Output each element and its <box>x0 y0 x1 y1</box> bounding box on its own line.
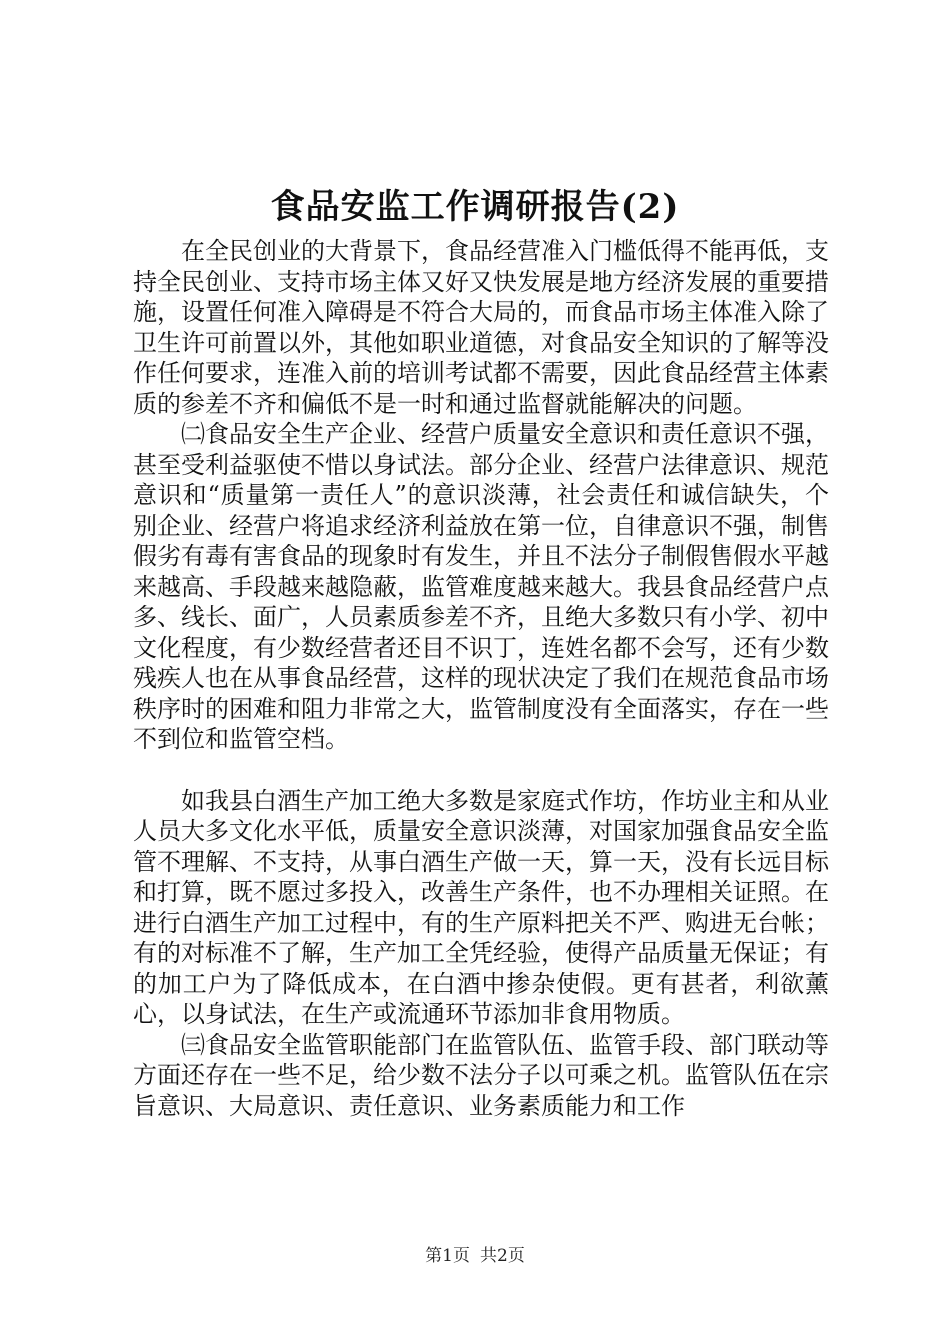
page-number: 第1页 <box>425 1246 470 1266</box>
paragraph-3: 如我县白酒生产加工绝大多数是家庭式作坊，作坊业主和从业人员大多文化水平低，质量安全意识淡薄，对国家加强食品安全监管不理解、不支持，从事白酒生产做一天，算一天，没有长远目标和打算，既不愿过多投入，改善生产条件，也不办理相关证照。在进行白酒生产加工过程中，有的生产原料把关不严、购进无台帐；有的对标准不了解，生产加工全凭经验，使得产品质量无保证；有的加工户为了降低成本，在白酒中掺杂使假。更有甚者，利欲薰心，以身试法，在生产或流通环节添加非食用物质。 <box>133 786 829 1028</box>
document-title: 食品安监工作调研报告(2) <box>270 187 680 227</box>
paragraph-1: 在全民创业的大背景下，食品经营准入门槛低得不能再低，支持全民创业、支持市场主体又好又快发展是地方经济发展的重要措施，设置任何准入障碍是不符合大局的，而食品市场主体准入除了卫生许可前置以外，其他如职业道德，对食品安全知识的了解等没作任何要求，连准入前的培训考试都不需要，因此食品经营主体素质的参差不齐和偏低不是一时和通过监督就能解决的问题。 <box>133 237 829 418</box>
document-body <box>133 236 829 1121</box>
paragraph-2: ㈡食品安全生产企业、经营户质量安全意识和责任意识不强，甚至受利益驱使不惜以身试法。部分企业、经营户法律意识、规范意识和“质量第一责任人”的意识淡薄，社会责任和诚信缺失，个别企业、经营户将追求经济利益放在第一位，自律意识不强，制售假劣有毒有害食品的现象时有发生，并且不法分子制假售假水平越来越高、手段越来越隐蔽，监管难度越来越大。我县食品经营户点多、线长、面广，人员素质参差不齐，且绝大多数只有小学、初中文化程度，有少数经营者还目不识丁，连姓名都不会写，还有少数残疾人也在从事食品经营，这样的现状决定了我们在规范食品市场秩序时的困难和阻力非常之大，监管制度没有全面落实，存在一些不到位和监管空档。 <box>133 420 829 753</box>
page-footer <box>0 1244 950 1268</box>
paragraph-4: ㈢食品安全监管职能部门在监管队伍、监管手段、部门联动等方面还存在一些不足，给少数不法分子以可乘之机。监管队伍在宗旨意识、大局意识、责任意识、业务素质能力和工作 <box>133 1030 829 1120</box>
page-total: 共2页 <box>480 1246 525 1266</box>
